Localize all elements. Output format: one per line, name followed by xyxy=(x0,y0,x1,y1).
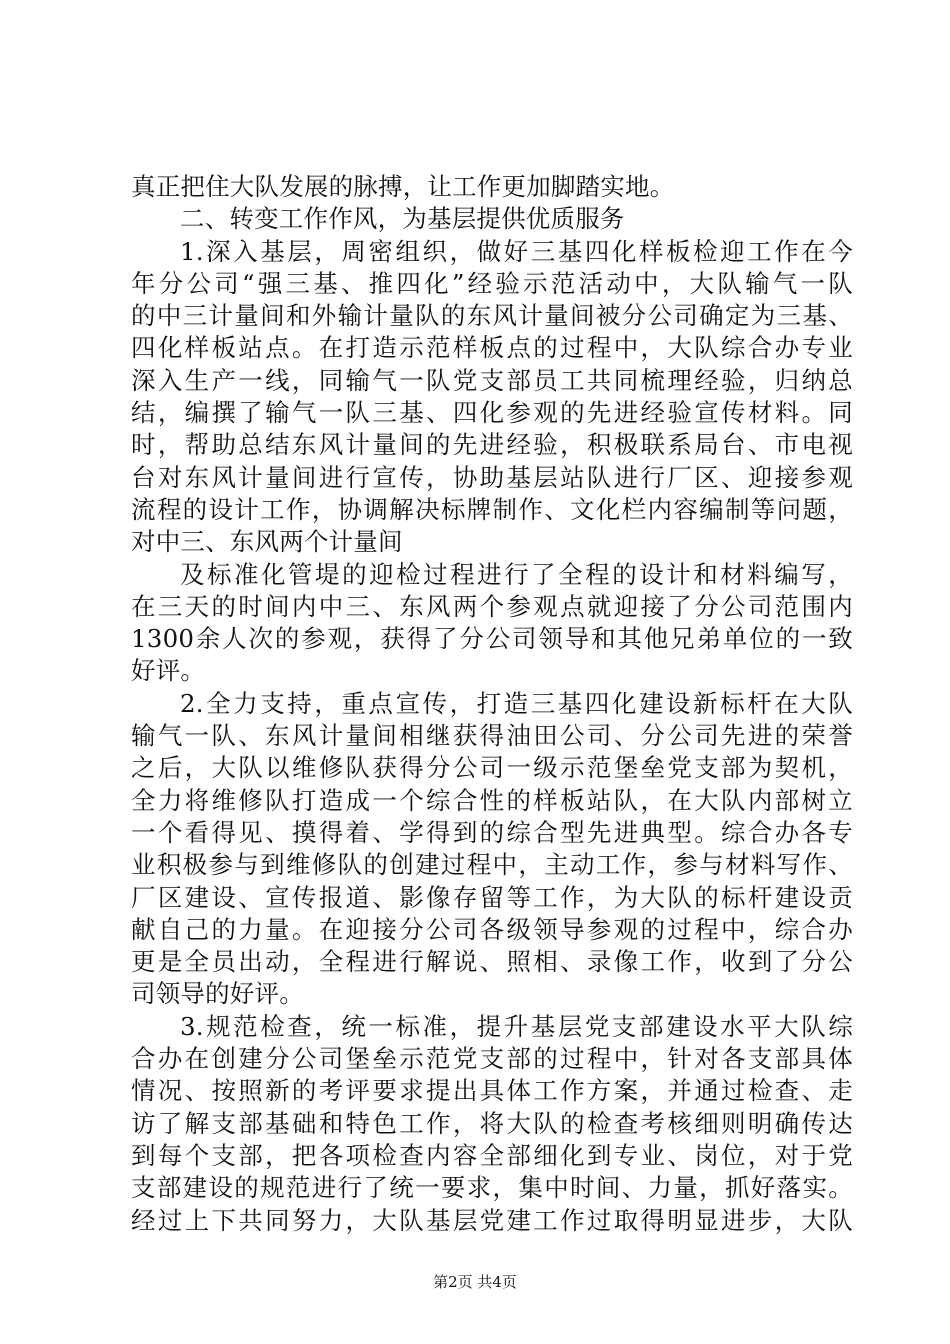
page-footer: 第2页 共4页 xyxy=(433,1273,517,1291)
text-line: 到每个支部，把各项检查内容全部细化到专业、岗位，对于党 xyxy=(131,1140,853,1170)
text-line: 访了解支部基础和特色工作，将大队的检查考核细则明确传达 xyxy=(131,1108,853,1138)
text-line: 年分公司“强三基、推四化”经验示范活动中，大队输气一队 xyxy=(131,268,853,298)
text-line: 业积极参与到维修队的创建过程中，主动工作，参与材料写作、 xyxy=(131,850,853,880)
document-body xyxy=(131,171,853,1237)
text-line: 合办在创建分公司堡垒示范党支部的过程中，针对各支部具体 xyxy=(131,1044,853,1074)
text-line: 四化样板站点。在打造示范样板点的过程中，大队综合办专业 xyxy=(131,333,853,363)
text-line: 台对东风计量间进行宣传，协助基层站队进行厂区、迎接参观 xyxy=(131,462,853,492)
text-line: 二、转变工作作风，为基层提供优质服务 xyxy=(180,204,625,234)
text-line: 在三天的时间内中三、东风两个参观点就迎接了分公司范围内 xyxy=(131,591,853,621)
text-line: 支部建设的规范进行了统一要求，集中时间、力量，抓好落实。 xyxy=(131,1173,853,1203)
text-line: 结，编撰了输气一队三基、四化参观的先进经验宣传材料。同 xyxy=(131,398,853,428)
text-line: 流程的设计工作，协调解决标牌制作、文化栏内容编制等问题， xyxy=(131,494,853,524)
text-line: 1.深入基层，周密组织，做好三基四化样板检迎工作在今 xyxy=(180,236,853,266)
text-line: 及标准化管堤的迎检过程进行了全程的设计和材料编写， xyxy=(180,559,853,589)
text-line: 2.全力支持，重点宣传，打造三基四化建设新标杆在大队 xyxy=(180,688,853,718)
text-line: 司领导的好评。 xyxy=(131,979,304,1009)
text-line: 全力将维修队打造成一个综合性的样板站队，在大队内部树立 xyxy=(131,785,853,815)
text-line: 的中三计量间和外输计量队的东风计量间被分公司确定为三基、 xyxy=(131,301,853,331)
text-line: 更是全员出动，全程进行解说、照相、录像工作，收到了分公 xyxy=(131,947,853,977)
text-line: 时，帮助总结东风计量间的先进经验，积极联系局台、市电视 xyxy=(131,430,853,460)
text-line: 一个看得见、摸得着、学得到的综合型先进典型。综合办各专 xyxy=(131,817,853,847)
text-line: 之后，大队以维修队获得分公司一级示范堡垒党支部为契机， xyxy=(131,753,853,783)
text-line: 3.规范检查，统一标准，提升基层党支部建设水平大队综 xyxy=(180,1011,853,1041)
text-line: 输气一队、东风计量间相继获得油田公司、分公司先进的荣誉 xyxy=(131,721,853,751)
text-line: 献自己的力量。在迎接分公司各级领导参观的过程中，综合办 xyxy=(131,914,853,944)
text-line: 情况、按照新的考评要求提出具体工作方案，并通过检查、走 xyxy=(131,1076,853,1106)
text-line: 深入生产一线，同输气一队党支部员工共同梳理经验，归纳总 xyxy=(131,365,853,395)
text-line: 经过上下共同努力，大队基层党建工作过取得明显进步，大队 xyxy=(131,1205,853,1235)
text-line: 好评。 xyxy=(131,656,206,686)
text-line: 对中三、东风两个计量间 xyxy=(131,527,403,557)
text-line: 1300余人次的参观，获得了分公司领导和其他兄弟单位的一致 xyxy=(131,624,853,654)
text-line: 厂区建设、宣传报道、影像存留等工作，为大队的标杆建设贡 xyxy=(131,882,853,912)
text-line: 真正把住大队发展的脉搏，让工作更加脚踏实地。 xyxy=(131,172,675,201)
